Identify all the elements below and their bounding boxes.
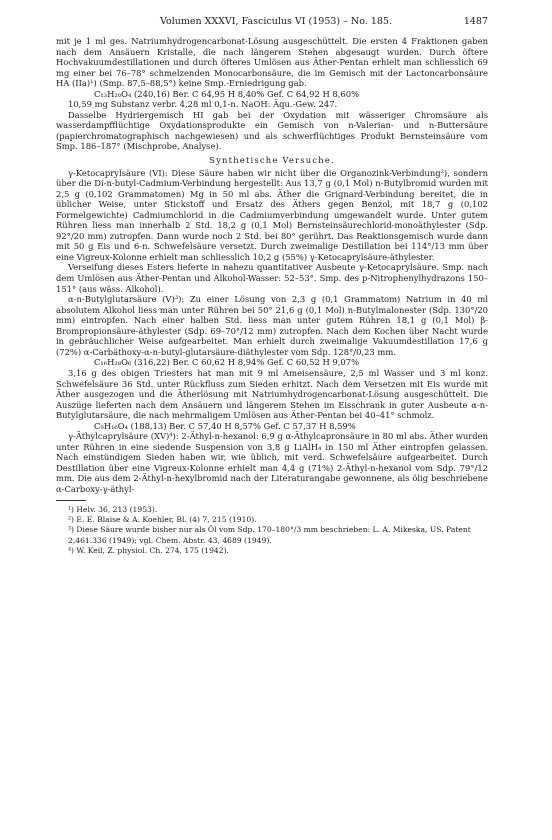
footnote: ³) Diese Säure wurde bisher nur als Öl vom Sdp. 170–180°/3 mm beschrieben: L. A. Mikeska, US. Patent 2,461.336 (1949); vgl. Chem. Abstr. 43, 4689 (1949). [68, 525, 471, 545]
elemental-analysis: C₁₃H₂₀O₄ (240,16) Ber. C 64,95 H 8,40% Gef. C 64,92 H 8,60% [94, 88, 360, 99]
footnote-divider [56, 500, 86, 501]
section-heading: Synthetische Versuche. [209, 155, 335, 166]
paragraph: 3,16 g des obigen Triesters hat man mit 9 ml Ameisensäure, 2,5 ml Wasser und 3 ml konz. Schwefelsäure 36 Std. unter Rückfluss zum Sieden erhitzt. Nach dem Versetzen mit Eis wurde mit Äther ausgezogen und die Ätherlösung mit Natriumhydrogencarbonat-Lösung ausgeschüttelt. Die Auszüge lieferten nach dem Ansäuern und längerem Stehen im Eisschrank in guter Ausbeute α-n-Butylglutarsäure, die nach mehrmaligem Umlösen aus Äther-Pentan bei 40–41° schmolz. [56, 367, 488, 421]
page-number: 1487 [463, 16, 488, 27]
paragraph: Dasselbe Hydriergemisch HI gab bei der Oxydation mit wässeriger Chromsäure als wasserdampfflüchtige Oxydationsprodukte ein Gemisch von n-Valerian- und n-Buttersäure (papierchromatographisch nachgewiesen) und als schwerflüchtiges Produkt Bernsteinsäure vom Smp. 186–187° (Mischprobe, Analyse). [56, 109, 488, 152]
paragraph: 10,59 mg Substanz verbr. 4,28 ml 0,1-n. NaOH: Äqu.-Gew. 247. [68, 99, 338, 110]
article-body [56, 36, 488, 557]
paragraph: α-n-Butylglutarsäure (V)³): Zu einer Lösung von 2,3 g (0,1 Grammatom) Natrium in 40 ml absolutem Alkohol liess man unter Rühren bei 50° 21,6 g (0,1 Mol) n-Butylmalonester (Sdp. 130°/20 mm) eintropfen. Nach einer halben Std. liess man unter gutem Rühren 18,1 g (0,1 Mol) β-Brompropionsäure-äthylester (Sdp. 69–70°/12 mm) zutropfen. Nach dem Kochen über Nacht wurde in gebräuchlicher Weise aufgearbeitet. Man erhielt durch zweimalige Vakuumdestillation 17,6 g (72%) α-Carbäthoxy-α-n-butyl-glutarsäure-diäthylester vom Sdp. 128°/0,23 mm. [56, 294, 488, 357]
elemental-analysis: C₉H₁₆O₄ (188,13) Ber. C 57,40 H 8,57% Gef. C 57,37 H 8,59% [94, 420, 356, 431]
paragraph: γ-Ketocaprylsäure (VI): Diese Säure haben wir nicht über die Organozink-Verbindung²), sondern über die Di-n-butyl-Cadmium-Verbindung hergestellt: Aus 13,7 g (0,1 Mol) n-Butylbromid wurden mit 2,5 g (0,102 Grammatomen) Mg in 50 ml abs. Äther die Grignard-Verbindung bereitet, die in üblicher Weise, unter Stickstoff und Ersatz des Äthers gegen Benzol, mit 18,7 g (0,102 Formelgewichte) Cadmiumchlorid in die Cadmiumverbindung umgewandelt wurde. Unter gutem Rühren liess man innerhalb 2 Std. 18,2 g (0,1 Mol) Bernsteinsäurechlorid-monoäthylester (Sdp. 92°/20 mm) zutropfen. Dann wurde noch 2 Std. bei 80° gerührt. Das Reaktionsgemisch wurde dann mit 50 g Eis und 6-n. Schwefelsäure versetzt. Durch zweimalige Destillation bei 114°/13 mm über eine Vigreux-Kolonne erhielt man schliesslich 10,2 g (55%) γ-Ketocaprylsäure-äthylester. [56, 167, 488, 262]
paragraph: mit je 1 ml ges. Natriumhydrogencarbonat-Lösung ausgeschüttelt. Die ersten 4 Fraktionen gaben nach dem Ansäuern Kristalle, die nach längerem Stehen abgesaugt wurden. Durch öftere Hochvakuumdestillationen und durch öfteres Umlösen aus Äther-Pentan erhielt man schliesslich 69 mg einer bei 76–78° schmelzenden Monocarbonsäure, die im Gemisch mit der Lactoncarbonsäure HA (IIa)¹) (Smp. 87,5–88,5°) keine Smp.-Erniedrigung gab. [56, 36, 488, 89]
paragraph: γ-Äthylcaprylsäure (XV)⁴): 2-Äthyl-n-hexanol: 6,9 g α-Äthylcapronsäure in 80 ml abs. Äther wurden unter Rühren in eine siedende Suspension von 3,8 g LiAlH₄ in 150 ml Äther eintropfen gelassen. Nach einstündigem Sieden haben wir, wie üblich, mit verd. Schwefelsäure aufgearbeitet. Durch Destillation über eine Vigreux-Kolonne erhielt man 4,4 g (71%) 2-Äthyl-n-hexanol vom Sdp. 79°/12 mm. Die aus dem 2-Äthyl-n-hexylbromid nach der Literaturangabe gewonnene, als ölig beschriebene α-Carboxy-γ-äthyl- [56, 431, 488, 494]
footnote: ¹) Helv. 36, 213 (1953). [68, 504, 158, 514]
running-title: Volumen XXXVI, Fasciculus VI (1953) – No. 185. [160, 16, 392, 27]
paragraph: Verseifung dieses Esters lieferte in nahezu quantitativer Ausbeute γ-Ketocaprylsäure. Smp. nach dem Umlösen aus Äther-Pentan und Alkohol-Wasser: 52–53°. Smp. des p-Nitrophenylhydrazons 150–151° (aus wäss. Alkohol). [56, 262, 488, 294]
footnote: ⁴) W. Keil, Z. physiol. Ch. 274, 175 (1942). [68, 546, 229, 556]
elemental-analysis: C₁₆H₂₈O₆ (316,22) Ber. C 60,62 H 8,94% Gef. C 60,52 H 9,07% [94, 357, 360, 368]
footnote: ²) E. E. Blaise & A. Koehler, Bl. (4) 7, 215 (1910). [68, 514, 257, 524]
